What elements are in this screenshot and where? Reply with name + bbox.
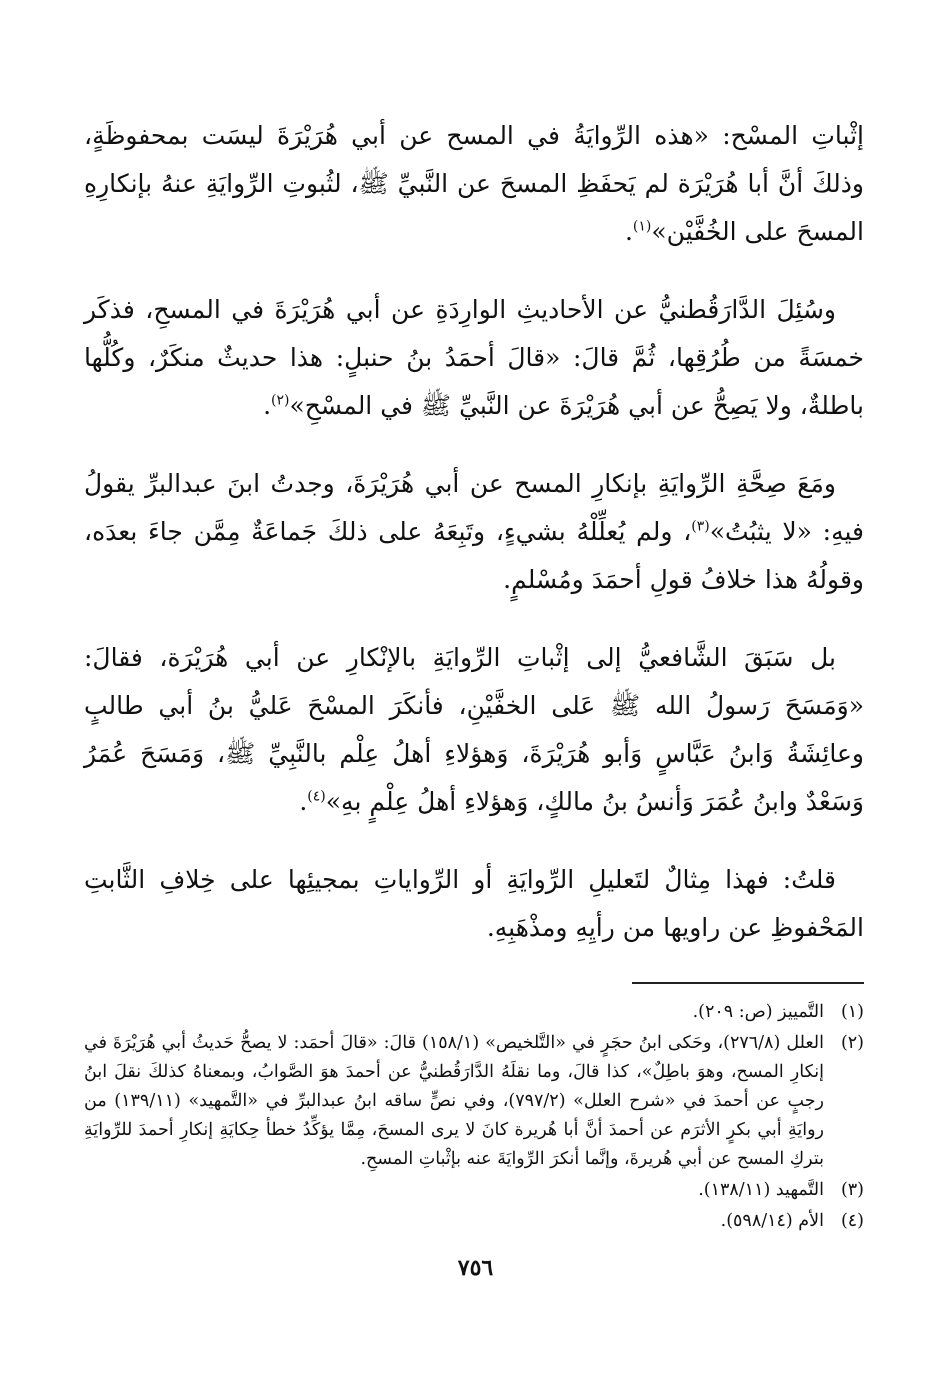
- paragraph-4-end: .: [299, 787, 308, 816]
- paragraph-5-text: قلتُ: فهذا مِثالٌ لتَعليلِ الرِّوايَةِ أو الرِّواياتِ بمجيئِها على خِلافِ الثَّابتِ المَحْفوظِ عن راويها من رأيِهِ ومذْهَبِهِ.: [84, 865, 864, 942]
- footnote-3: [84, 1176, 864, 1205]
- paragraph-5: [84, 856, 864, 952]
- page-number: ٧٥٦: [457, 1255, 494, 1281]
- paragraph-3-end: ، ولم يُعلِّلْهُ بشيءٍ، وتَبِعَهُ على ذلكَ جَماعَةٌ مِمَّن جاءَ بعدَه، وقولُهُ هذا خلافُ قولِ أحمَدَ ومُسْلمٍ.: [84, 517, 864, 594]
- footnote-text: العلل (٢٧٦/٨)، وحَكى ابنُ حجَرٍ في «التَّلخيص» (١٥٨/١) قالَ: «قالَ أحمَد: لا يصحُّ حَديثُ أبي هُرَيْرَةَ في إنكارِ المسح، وهوَ باطِلٌ»، كذا قالَ، وما نقلَهُ الدَّارَقُطنيُّ عن أحمدَ هوَ الصَّوابُ، وبمعناهُ كذلكَ نقلَ ابنُ رجبٍ عن أحمدَ في «شرح العلل» (٧٩٧/٢)، وفي نصٍّ ساقه ابنُ عبدالبرِّ في «التَّمهيد» (١٣٩/١١) من روايَةِ أبي بكرٍ الأثرَم عن أحمدَ أنَّ أبا هُريرة كانَ لا يرى المسحَ، مِمَّا يؤكِّدُ خطأ حِكايَةِ إنكارِ أحمدَ للرِّوايَةِ بتركِ المسح عن أبي هُريرةَ، وإنَّما أنكرَ الرِّوايَةَ عنه بإثْباتِ المسحِ.: [84, 1033, 824, 1169]
- footnote-1: [84, 998, 864, 1027]
- paragraph-3-text: ومَعَ صِحَّةِ الرِّوايَةِ بإنكارِ المسح عن أبي هُرَيْرَةَ، وجدتُ ابنَ عبدالبرِّ يقولُ فيهِ: «لا يثبُتُ»: [84, 469, 864, 546]
- paragraph-4-text: بل سَبَقَ الشَّافعيُّ إلى إثْباتِ الرِّوايَةِ بالإنْكارِ عن أبي هُرَيْرَة، فقالَ: «وَمَسَحَ رَسولُ الله ﷺ عَلى الخفَّيْنِ، فأنكَرَ المسْحَ عَليُّ بنُ أبي طالبٍ وعائِشَةُ وَابنُ عَبَّاسٍ وَأبو هُرَيْرَةَ، وَهؤلاءِ أهلُ عِلْم بالنَّبِيِّ ﷺ، وَمَسَحَ عُمَرُ وَسَعْدٌ وابنُ عُمَرَ وَأنسُ بنُ مالكٍ، وَهؤلاءِ أهلُ عِلْمٍ بهِ»: [84, 643, 865, 816]
- footnote-ref-4[interactable]: (٤): [307, 788, 326, 805]
- footnote-text: التَّمهيد (١٣٨/١١).: [698, 1180, 824, 1200]
- footnote-ref-1[interactable]: (١): [632, 218, 652, 235]
- paragraph-2-text: وسُئِلَ الدَّارَقُطنيُّ عن الأحاديثِ الوارِدَةِ عن أبي هُرَيْرَةَ في المسحِ، فذكَر خمسَةً من طُرُقِها، ثُمَّ قالَ: «قالَ أحمَدُ بنُ حنبلٍ: هذا حديثٌ منكَرٌ، وكُلُّها باطلةٌ، ولا يَصِحُّ عن أبي هُرَيْرَةَ عن النَّبيِّ ﷺ في المسْحِ»: [84, 295, 864, 420]
- paragraph-3: [84, 460, 864, 604]
- footnote-number: (٣): [840, 1180, 864, 1200]
- footnotes-list: [84, 998, 864, 1236]
- footnote-ref-2[interactable]: (٢): [271, 392, 290, 409]
- paragraph-2: [84, 286, 864, 430]
- footnote-4: [84, 1207, 864, 1236]
- footnote-number: (٢): [840, 1033, 864, 1053]
- paragraph-4: [84, 634, 864, 826]
- footnote-text: التَّمييز (ص: ٢٠٩).: [692, 1002, 824, 1022]
- paragraph-2-end: .: [263, 391, 272, 420]
- footnote-divider: [632, 982, 864, 984]
- footnote-number: (١): [840, 1002, 864, 1022]
- paragraph-1: [84, 112, 864, 256]
- footnote-number: (٤): [840, 1211, 864, 1231]
- paragraph-1-text: إثْباتِ المسْح: «هذه الرِّوايَةُ في المسح عن أبي هُرَيْرَةَ ليسَت بمحفوظَةٍ، وذلكَ أنَّ أبا هُرَيْرَة لم يَحفَظِ المسحَ عن النَّبيِّ ﷺ، لثُبوتِ الرِّوايَةِ عنهُ بإنكارِهِ المسحَ على الخُفَّيْن»: [84, 121, 864, 246]
- footnote-ref-3[interactable]: (٣): [691, 518, 710, 535]
- footnote-2: [84, 1029, 864, 1174]
- paragraph-1-end: .: [624, 217, 633, 246]
- footnote-text: الأم (٥٩٨/١٤).: [720, 1211, 824, 1231]
- page-content: [84, 112, 864, 1322]
